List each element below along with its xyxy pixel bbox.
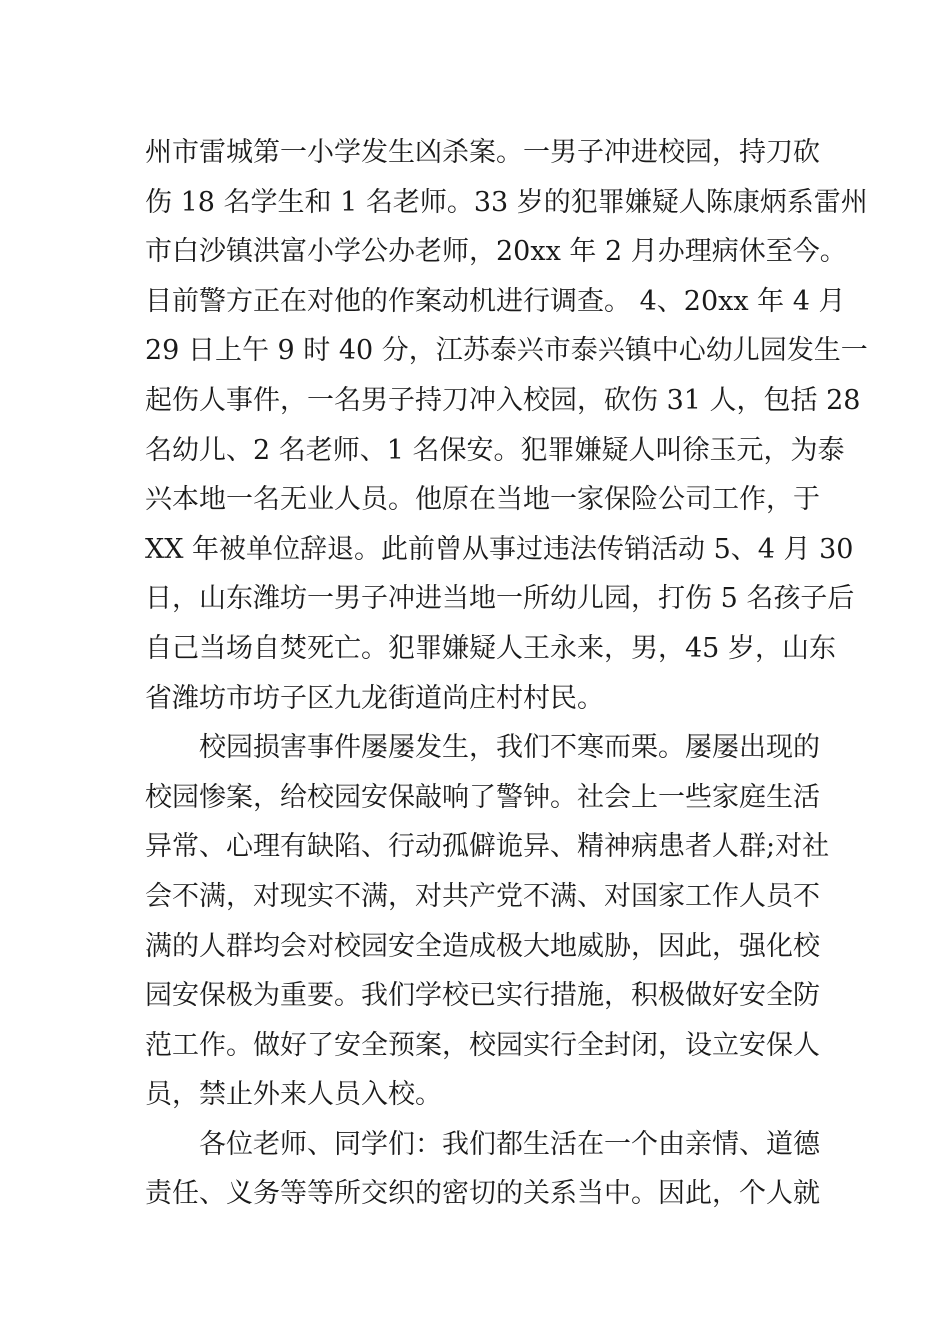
text-line: 名幼儿、2 名老师、1 名保安。犯罪嫌疑人叫徐玉元，为泰 <box>145 434 845 466</box>
body-text <box>145 128 868 1219</box>
text-line: 兴本地一名无业人员。他原在当地一家保险公司工作，于 <box>145 484 820 516</box>
text-line: 起伤人事件，一名男子持刀冲入校园，砍伤 31 人，包括 28 <box>145 384 861 416</box>
text-line: 日，山东潍坊一男子冲进当地一所幼儿园，打伤 5 名孩子后 <box>145 583 855 615</box>
text-line: 29 日上午 9 时 40 分，江苏泰兴市泰兴镇中心幼儿园发生一 <box>145 335 868 367</box>
text-line: XX 年被单位辞退。此前曾从事过违法传销活动 5、4 月 30 <box>145 533 854 565</box>
text-line: 园安保极为重要。我们学校已实行措施，积极做好安全防 <box>145 980 820 1012</box>
text-line: 州市雷城第一小学发生凶杀案。一男子冲进校园，持刀砍 <box>145 137 820 168</box>
text-line: 满的人群均会对校园安全造成极大地威胁，因此，强化校 <box>145 930 820 962</box>
text-line: 校园惨案，给校园安保敲响了警钟。社会上一些家庭生活 <box>145 781 820 813</box>
text-line: 目前警方正在对他的作案动机进行调查。 4、20xx 年 4 月 <box>145 285 846 317</box>
text-line: 伤 18 名学生和 1 名老师。33 岁的犯罪嫌疑人陈康炳系雷州 <box>145 186 868 218</box>
text-line: 校园损害事件屡屡发生，我们不寒而栗。屡屡出现的 <box>145 732 820 764</box>
text-line: 省潍坊市坊子区九龙街道尚庄村村民。 <box>145 682 604 714</box>
text-line: 自己当场自焚死亡。犯罪嫌疑人王永来，男，45 岁，山东 <box>145 632 836 664</box>
text-line: 市白沙镇洪富小学公办老师，20xx 年 2 月办理病休至今。 <box>145 236 847 268</box>
text-line: 会不满，对现实不满，对共产党不满、对国家工作人员不 <box>145 880 820 912</box>
text-line: 各位老师、同学们：我们都生活在一个由亲情、道德 <box>145 1128 820 1160</box>
text-line: 员，禁止外来人员入校。 <box>145 1079 442 1111</box>
text-line: 异常、心理有缺陷、行动孤僻诡异、精神病患者人群;对社 <box>145 831 830 863</box>
text-line: 范工作。做好了安全预案，校园实行全封闭，设立安保人 <box>145 1029 820 1061</box>
text-line: 责任、义务等等所交织的密切的关系当中。因此，个人就 <box>145 1178 820 1210</box>
